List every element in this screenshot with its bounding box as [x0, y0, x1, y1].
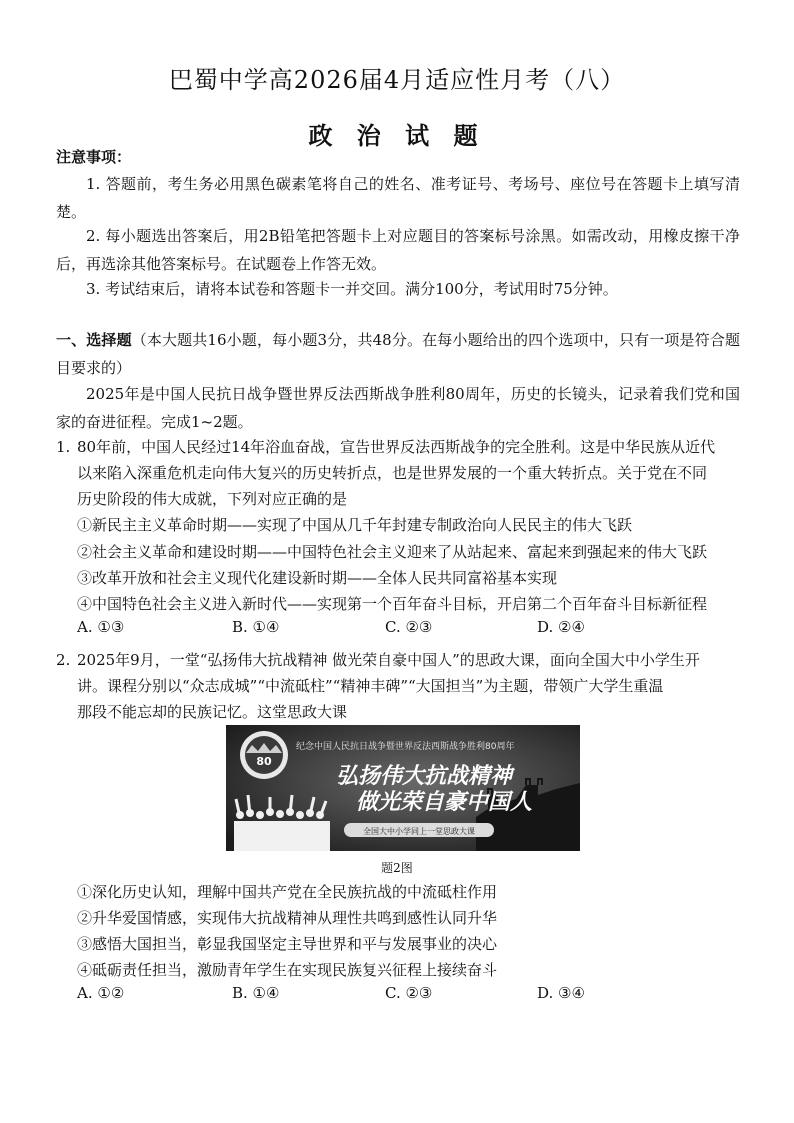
q1-statement-2: ②社会主义革命和建设时期——中国特色社会主义迎来了从站起来、富起来到强起来的伟大飞跃 — [77, 543, 708, 561]
q1-stem-line-1: 80年前，中国人民经过14年浴血奋战，宣告世界反法西斯战争的完全胜利。这是中华民族从近代 — [77, 438, 716, 456]
q1-option-c[interactable]: C. ②③ — [385, 618, 433, 636]
banner-top-text: 纪念中国人民抗日战争暨世界反法西斯战争胜利80周年 — [296, 742, 515, 752]
q2-figure-caption: 题2图 — [381, 861, 413, 875]
q2-option-b[interactable]: B. ①④ — [232, 984, 280, 1002]
badge-number: 80 — [256, 755, 272, 768]
q2-option-c[interactable]: C. ②③ — [385, 984, 433, 1002]
q1-option-a[interactable]: A. ①③ — [77, 618, 125, 636]
q2-stem-line-2: 讲。课程分别以“众志成城”“中流砥柱”“精神丰碑”“大国担当”为主题，带领广大学生重温 — [77, 677, 664, 695]
notes-heading: 注意事项： — [56, 148, 132, 166]
exam-title: 巴蜀中学高2026届4月适应性月考（八） — [168, 66, 626, 94]
q1-statement-4: ④中国特色社会主义进入新时代——实现第一个百年奋斗目标，开启第二个百年奋斗目标新征程 — [77, 595, 708, 613]
q1-options — [77, 618, 717, 644]
q2-options — [77, 984, 717, 1010]
q2-number: 2. — [56, 651, 71, 669]
q2-statement-4: ④砥砺责任担当，激励青年学生在实现民族复兴征程上接续奋斗 — [77, 961, 498, 979]
banner-subline: 全国大中小学同上一堂思政大课 — [363, 827, 475, 836]
q1-option-b[interactable]: B. ①④ — [232, 618, 280, 636]
note-item-3: 3. 考试结束后，请将本试卷和答题卡一并交回。满分100分，考试用时75分钟。 — [86, 280, 618, 298]
banner-headline-1: 弘扬伟大抗战精神 — [336, 763, 513, 789]
section-material: 2025年是中国人民抗日战争暨世界反法西斯战争胜利80周年，历史的长镜头，记录着我们党和国家的奋进征程。完成1~2题。 — [56, 385, 740, 431]
banner-artwork — [226, 725, 580, 851]
q2-option-a[interactable]: A. ①② — [77, 984, 125, 1002]
q1-option-d[interactable]: D. ②④ — [537, 618, 585, 636]
section-label: 一、选择题 — [56, 331, 132, 349]
note-item-1: 1. 答题前，考生务必用黑色碳素笔将自己的姓名、准考证号、考场号、座位号在答题卡上填写清楚。 — [56, 175, 740, 221]
q2-option-d[interactable]: D. ③④ — [537, 984, 585, 1002]
q2-statement-1: ①深化历史认知，理解中国共产党在全民族抗战的中流砥柱作用 — [77, 883, 498, 901]
q1-statement-3: ③改革开放和社会主义现代化建设新时期——全体人民共同富裕基本实现 — [77, 569, 558, 587]
banner-headline-2: 做光荣自豪中国人 — [356, 789, 533, 815]
q2-statement-3: ③感悟大国担当，彰显我国坚定主导世界和平与发展事业的决心 — [77, 935, 498, 953]
q2-stem-line-3: 那段不能忘却的民族记忆。这堂思政大课 — [77, 703, 348, 721]
q1-statement-1: ①新民主主义革命时期——实现了中国从几千年封建专制政治向人民民主的伟大飞跃 — [77, 516, 633, 534]
q1-stem-line-2: 以来陷入深重危机走向伟大复兴的历史转折点，也是世界发展的一个重大转折点。关于党在不同 — [77, 464, 708, 482]
q1-number: 1. — [56, 438, 71, 456]
section-header — [56, 326, 740, 382]
note-item-2: 2. 每小题选出答案后，用2B铅笔把答题卡上对应题目的答案标号涂黑。如需改动，用橡皮擦干净后，再选涂其他答案标号。在试题卷上作答无效。 — [56, 227, 740, 273]
q1-stem-line-3: 历史阶段的伟大成就，下列对应正确的是 — [77, 490, 348, 508]
section-intro: （本大题共16小题，每小题3分，共48分。在每小题给出的四个选项中，只有一项是符合题目要求的） — [56, 331, 740, 377]
subject-title: 政 治 试 题 — [308, 121, 486, 150]
q2-figure-banner — [226, 725, 580, 851]
q2-stem-line-1: 2025年9月，一堂“弘扬伟大抗战精神 做光荣自豪中国人”的思政大课，面向全国大中小学生开 — [77, 651, 700, 669]
q2-statement-2: ②升华爱国情感，实现伟大抗战精神从理性共鸣到感性认同升华 — [77, 909, 498, 927]
